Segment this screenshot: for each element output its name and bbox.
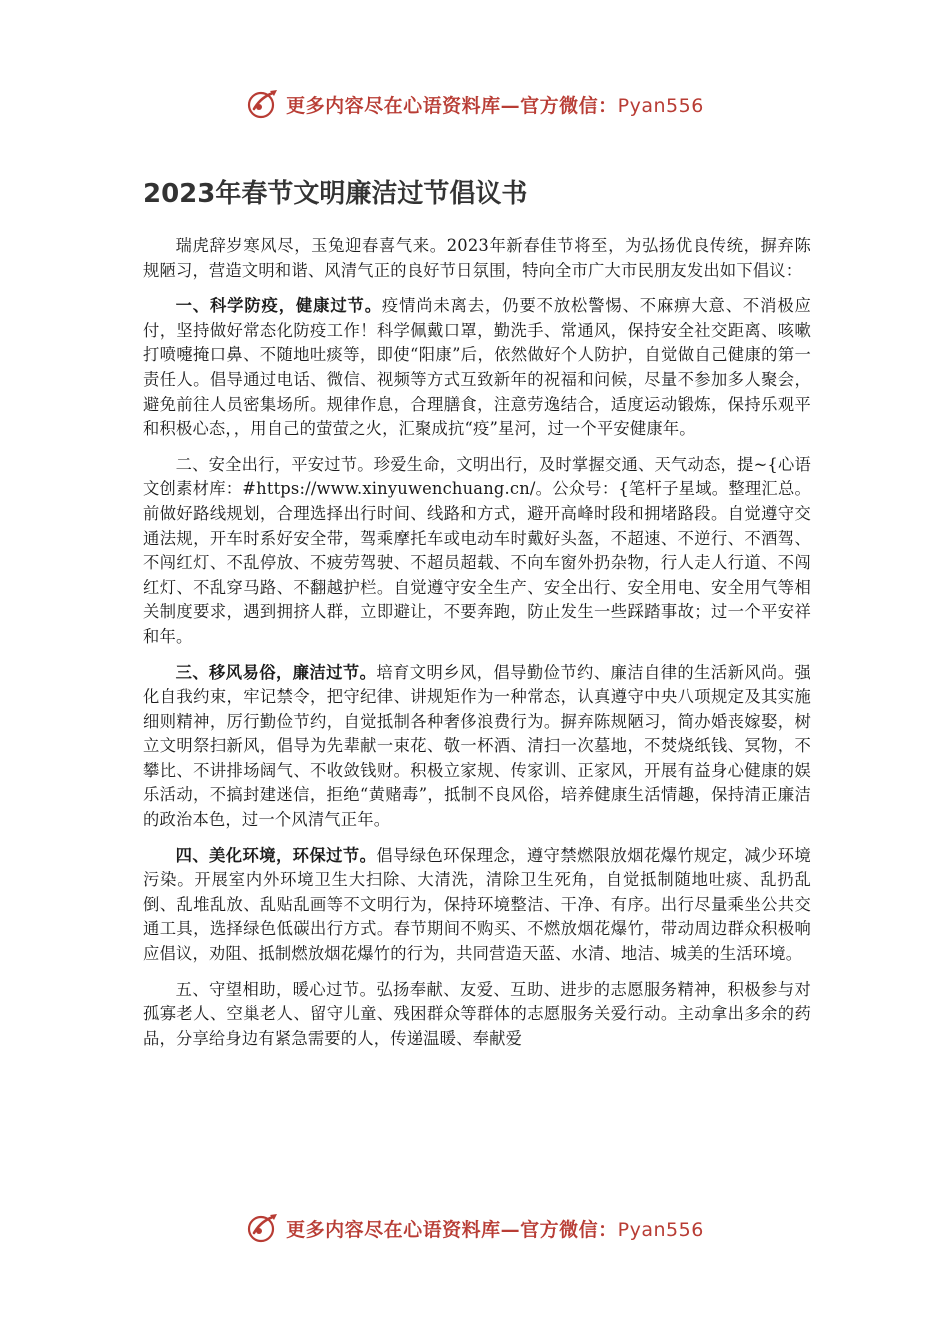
section-heading-3: 三、移风易俗，廉洁过节。 — [175, 662, 377, 682]
section-body-5: 五、守望相助，暖心过节。弘扬奉献、友爱、互助、进步的志愿服务精神，积极参与对孤寡老人、空巢老人、留守儿童、残困群众等群体的志愿服务关爱行动。主动拿出多余的药品，分享给身边有紧急需要的人，传递温暖、奉献爱 — [143, 979, 811, 1048]
section-paragraph-4 — [143, 844, 811, 967]
section-body-4: 倡导绿色环保理念，遵守禁燃限放烟花爆竹规定，减少环境污染。开展室内外环境卫生大扫除、大清洗，清除卫生死角，自觉抵制随地吐痰、乱扔乱倒、乱堆乱放、乱贴乱画等不文明行为，保持环境整洁、干净、有序。出行尽量乘坐公共交通工具，选择绿色低碳出行方式。春节期间不购买、不燃放烟花爆竹，带动周边群众积极响应倡议，劝阻、抵制燃放烟花爆竹的行为，共同营造天蓝、水清、地洁、城美的生活环境。 — [143, 845, 811, 964]
banner-text — [286, 1215, 704, 1242]
section-body-2: 二、安全出行，平安过节。珍爱生命，文明出行，及时掌握交通、天气动态，提~{心语文创素材库：#https://www.xinyuwenchuang.cn/。公众号：{笔杆子星域。整理汇总。前做好路线规划，合理选择出行时间、线路和方式，避开高峰时段和拥堵路段。自觉遵守交通法规，开车时系好安全带，驾乘摩托车或电动车时戴好头盔，不超速、不逆行、不酒驾、不闯红灯、不乱停放、不疲劳驾驶、不超员超载、不向车窗外扔杂物，行人走人行道、不闯红灯、不乱穿马路、不翻越护栏。自觉遵守安全生产、安全出行、安全用电、安全用气等相关制度要求，遇到拥挤人群，立即避让，不要奔跑，防止发生一些踩踏事故；过一个平安祥和年。 — [143, 454, 811, 646]
banner-text-cn: 更多内容尽在心语资料库—官方微信： — [286, 1218, 618, 1241]
document-body — [143, 176, 811, 1062]
banner-wechat-id: Pyan556 — [617, 94, 704, 117]
banner-wechat-id: Pyan556 — [617, 1218, 704, 1241]
section-paragraph-1 — [143, 294, 811, 442]
section-paragraph-5 — [143, 978, 811, 1052]
page-title: 2023年春节文明廉洁过节倡议书 — [143, 179, 528, 209]
footer-banner — [0, 1208, 950, 1248]
intro-paragraph: 瑞虎辞岁寒风尽，玉兔迎春喜气来。2023年新春佳节将至，为弘扬优良传统，摒弃陈规陋习，营造文明和谐、风清气正的良好节日氛围，特向全市广大市民朋友发出如下倡议： — [143, 236, 811, 280]
header-banner — [0, 84, 950, 124]
section-body-3: 培育文明乡风，倡导勤俭节约、廉洁自律的生活新风尚。强化自我约束，牢记禁令，把守纪律、讲规矩作为一种常态，认真遵守中央八项规定及其实施细则精神，厉行勤俭节约，自觉抵制各种奢侈浪费行为。摒弃陈规陋习，简办婚丧嫁娶，树立文明祭扫新风，倡导为先辈献一束花、敬一杯酒、清扫一次墓地，不焚烧纸钱、冥物，不攀比、不讲排场阔气、不收敛钱财。积极立家规、传家训、正家风，开展有益身心健康的娱乐活动，不搞封建迷信，拒绝“黄赌毒”，抵制不良风俗，培养健康生活情趣，保持清正廉洁的政治本色，过一个风清气正年。 — [143, 662, 811, 830]
section-paragraph-3 — [143, 661, 811, 833]
section-body-1: 疫情尚未离去，仍要不放松警惕、不麻痹大意、不消极应付，坚持做好常态化防疫工作！科学佩戴口罩，勤洗手、常通风，保持安全社交距离、咳嗽打喷嚏掩口鼻、不随地吐痰等，即使“阳康”后，依然做好个人防护，自觉做自己健康的第一责任人。倡导通过电话、微信、视频等方式互致新年的祝福和问候，尽量不参加多人聚会，避免前往人员密集场所。规律作息，合理膳食，注意劳逸结合，适度运动锻炼，保持乐观平和积极心态，，用自己的萤萤之火，汇聚成抗“疫”星河，过一个平安健康年。 — [143, 296, 811, 439]
section-heading-4: 四、美化环境，环保过节。 — [175, 845, 377, 865]
banner-text-cn: 更多内容尽在心语资料库—官方微信： — [286, 94, 618, 117]
brush-logo-icon — [246, 87, 280, 121]
brush-logo-icon — [246, 1211, 280, 1245]
section-paragraph-2 — [143, 453, 811, 650]
banner-text — [286, 91, 704, 118]
section-heading-1: 一、科学防疫，健康过节。 — [175, 296, 382, 316]
